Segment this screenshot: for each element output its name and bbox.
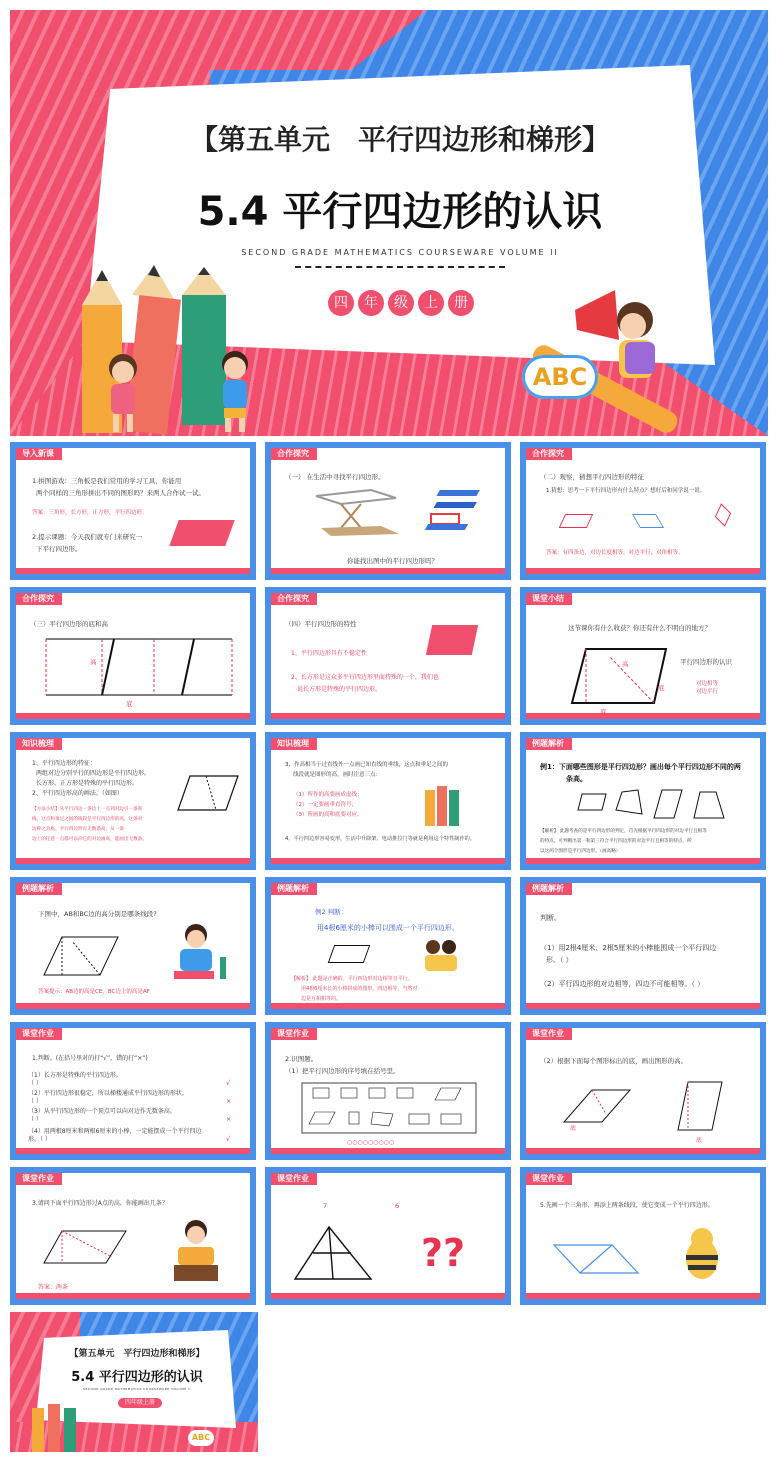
slide-tag: 课堂作业 — [271, 1028, 317, 1040]
height-label: 高 — [622, 660, 629, 668]
slide-card[interactable] — [265, 732, 511, 870]
parallelogram-shape — [426, 625, 478, 655]
slide-text: （1）把平行四边形的序号填在括号里。 — [285, 1067, 400, 1075]
subtitle-en: SECOND GRADE MATHEMATICS COURSEWARE VOLUME II — [241, 248, 559, 257]
slide-card[interactable] — [265, 442, 511, 580]
parallelogram-shape — [169, 520, 234, 546]
grade-char: 册 — [448, 290, 474, 316]
slide-card[interactable] — [265, 877, 511, 1015]
slide-tag: 课堂作业 — [271, 1173, 317, 1185]
slide-text: 线段就是图形的高。画时注意三点： — [293, 772, 382, 778]
slide-text: （ ） — [28, 1098, 42, 1105]
slide-text: （ ） — [28, 1116, 42, 1123]
slide-tag: 合作探究 — [271, 593, 317, 605]
slide-tag: 课堂作业 — [16, 1173, 62, 1185]
slide-text: 用4根6厘米长的小棒拼成的图形，四边相等，当然对 — [301, 986, 418, 992]
slide-tag: 导入新课 — [16, 448, 62, 460]
slide-text: 【方法小结】从平行四边一条边上一点到对边引一条垂 — [32, 807, 143, 812]
slide-tag: 合作探究 — [16, 593, 62, 605]
slide-text: （3）所画的高和底要对应。 — [293, 812, 363, 818]
grade-badges — [328, 290, 478, 318]
base-label: 底 — [696, 1137, 703, 1144]
abc-text: ABC — [532, 363, 588, 391]
slide-text: （一） 在生活中寻找平行四边形。 — [285, 473, 385, 481]
slide-text: 说长方形是特殊的平行四边形。 — [297, 686, 382, 693]
slide-text: 2.识图题。 — [285, 1055, 318, 1063]
closing-unit-title: 【第五单元 平行四边形和梯形】 — [69, 1349, 205, 1359]
slide-text: 5.先画一个三角形，再添上两条线段，使它变成一个平行四边形。 — [540, 1202, 714, 1209]
mini-pencils-illustration — [421, 782, 467, 828]
slide-answer: 答案提示：AB边的高是CE，BC边上的高是AF — [38, 989, 150, 995]
slide-text: （1）用2根4厘米、2根5厘米的小棒能围成一个平行四边 — [540, 944, 717, 952]
slide-card[interactable] — [520, 1167, 766, 1305]
bee-illustration — [676, 1223, 726, 1287]
abc-bubble — [522, 355, 598, 399]
slide-text: （1）长方形是特殊的平行四边形。 — [28, 1072, 122, 1079]
lesson-title: 5.4 平行四边形的认识 — [197, 189, 603, 235]
slide-text: 2.提示课题：今天我们就专门来研究一 — [32, 533, 143, 541]
dashed-divider — [295, 266, 505, 268]
slide-card[interactable] — [10, 1167, 256, 1305]
base-label: 底 — [126, 700, 133, 708]
slide-text: （3）从平行四边形的一个顶点可以向对边作无数条高。 — [28, 1108, 176, 1115]
slide-text: 你能找出图中的平行四边形吗？ — [347, 557, 438, 565]
boy-illustration — [210, 348, 260, 434]
slide-text: 1、平行四边形具有不稳定性 — [291, 650, 367, 657]
closing-lesson-title: 5.4 平行四边形的认识 — [71, 1370, 203, 1385]
slide-card[interactable] — [10, 587, 256, 725]
slide-card[interactable] — [265, 1167, 511, 1305]
slide-text: 1.猜想：思考一下平行四边形有什么特点？想好后和同学说一说。 — [546, 488, 706, 494]
slide-answer: 答案：有四条边，对边长度相等，对边平行，对角相等。 — [546, 550, 684, 556]
example-shapes — [576, 788, 726, 822]
slide-tag: 知识梳理 — [16, 738, 62, 750]
slide-text: 4、平行四边形容易变形，生活中升降架、电动推拉门等就是利用这个特性制作的。 — [285, 836, 476, 842]
door-shapes-illustration — [421, 488, 491, 538]
slide-text: 形。（ ） — [546, 956, 573, 964]
unit-title: 【第五单元 平行四边形和梯形】 — [189, 123, 610, 156]
slide-text: 用4根6厘米的小棒可以围成一个平行四边形。 — [317, 924, 459, 932]
boy-with-book-illustration — [166, 1217, 226, 1283]
slide-text: （2）根据下面每个图形标出的底，画出图形的高。 — [540, 1057, 688, 1065]
slide-text: 两个同样的三角形拼出不同的图形吗？来两人合作试一试。 — [36, 489, 205, 497]
slide-card[interactable] — [10, 877, 256, 1015]
slide-card[interactable] — [10, 1022, 256, 1160]
slide-text: （4）用两根8厘米和两根6厘米的小棒，一定能摆成一个平行四边 — [28, 1128, 202, 1135]
slide-card[interactable] — [520, 587, 766, 725]
slide-text: 2、长方形是这众多平行四边形里面特殊的一个，我们也 — [291, 674, 439, 681]
slide-tag: 例题解析 — [526, 883, 572, 895]
slide-tag: 例题解析 — [271, 883, 317, 895]
slide-card[interactable] — [520, 732, 766, 870]
slide-text: 条高。 — [566, 775, 587, 783]
slide-text: 3.请问下面平行四边形过A点的高，你能画出几条？ — [32, 1200, 168, 1207]
grade-char: 年 — [358, 290, 384, 316]
slide-text: 2、平行四边形高的画法。（如图） — [32, 790, 123, 797]
reading-boy-illustration — [166, 921, 236, 983]
height-diagram — [44, 637, 234, 699]
slide-tag: 例题解析 — [16, 883, 62, 895]
parallelogram-blue — [632, 514, 664, 528]
slide-card[interactable] — [265, 1022, 511, 1160]
slide-text: 例1：下面哪些图形是平行四边形？画出每个平行四边形不同的两 — [540, 763, 741, 771]
height-method-diagram — [176, 774, 242, 814]
slide-text: 判断。 — [540, 914, 561, 922]
closing-subtitle-en: SECOND GRADE MATHEMATICS COURSEWARE VOLUME II — [83, 1387, 191, 1391]
base-label: 底 — [600, 708, 607, 716]
slide-card[interactable] — [520, 442, 766, 580]
slide-card[interactable] — [520, 877, 766, 1015]
slide-text: 1.判断。(在括号里对的打“√”，错的打“×”) — [32, 1055, 148, 1062]
mark: × — [226, 1115, 232, 1123]
slide-text: （2）一定要画垂直符号； — [293, 802, 358, 808]
summary-parallelogram — [570, 645, 670, 709]
triangle-count-diagram — [293, 1225, 373, 1281]
slide-text: （四）平行四边形的特性 — [285, 620, 357, 628]
grade-char: 四 — [328, 290, 354, 316]
slide-text: 以这两个图形是平行四边形。（画高略） — [540, 849, 621, 854]
slide-text: 【解析】 此题考查的是平行四边形的判定，首先根据平行四边形的对边平行且相等 — [540, 829, 707, 834]
slide-text: 两组对边分别平行的四边形是平行四边形。 — [36, 770, 151, 777]
slide-tag: 合作探究 — [526, 448, 572, 460]
slide-text: 1、平行四边形的特征： — [32, 760, 96, 767]
slide-tag: 课堂作业 — [526, 1173, 572, 1185]
slide-text: 的特点。可判断出第一和第三符合平行四边形的对边平行且相等的特点，所 — [540, 839, 692, 844]
slide-text: 3、作高相当于过直线外一点画已知直线的垂线，这点和垂足之间的 — [285, 762, 449, 768]
summary-note: 对边相等 — [696, 681, 719, 687]
slide-text: 边称之为底。平行四边形有无数条高，从一条 — [32, 827, 124, 832]
slide-tag: 知识梳理 — [271, 738, 317, 750]
slide-text: （ ） — [28, 1080, 42, 1087]
slide-text: 线，这点和垂足之间的线段是平行四边形的高，这条对 — [32, 817, 143, 822]
slide-text: 下平行四边形。 — [36, 545, 82, 553]
closing-slide[interactable] — [10, 1312, 258, 1452]
slide-text: 1.拼图游戏：三角板是我们常用的学习工具，你能用 — [32, 477, 182, 485]
mark: × — [226, 1097, 232, 1105]
triangle-to-parallelogram — [552, 1243, 642, 1277]
girl-illustration — [98, 350, 148, 436]
rhombus-red — [715, 503, 731, 526]
parallelogram-a-diagram — [42, 1227, 128, 1267]
lift-rack-illustration — [311, 488, 401, 538]
answer-number: 7 — [323, 1202, 328, 1210]
slide-answer: 答案：三角形，长方形，正方形，平行四边形。 — [32, 510, 148, 516]
shape-recognition-grid — [301, 1082, 477, 1134]
answer-parens: ○○○○○○○○○ — [347, 1139, 395, 1146]
grade-char: 级 — [388, 290, 414, 316]
slide-text: （三）平行四边形的底和高 — [30, 620, 108, 628]
slide-tag: 合作探究 — [271, 448, 317, 460]
slide-card[interactable] — [520, 1022, 766, 1160]
draw-height-diagram-1 — [562, 1086, 632, 1126]
closing-pencils — [28, 1394, 88, 1452]
slide-text: （2）平行四边形很稳定，所以梯楼通成平行四边形的形状。 — [28, 1090, 188, 1097]
summary-note: 对边平行 — [696, 689, 719, 695]
slide-tag: 例题解析 — [526, 738, 572, 750]
summary-title: 平行四边形的认识 — [680, 658, 732, 666]
slide-text: 【解析】 此题是正确的。平行四边形对边相等且平行。 — [291, 976, 413, 982]
parallelogram-outline — [328, 945, 371, 963]
base-label: 底 — [570, 1125, 577, 1132]
question-marks: ?? — [421, 1231, 466, 1275]
slide-card[interactable] — [10, 442, 256, 580]
hero-slide — [10, 10, 768, 436]
slide-text: 形。（ ） — [28, 1136, 51, 1143]
slide-text: 边上的任意一点都可以向它的对边画高，能画出无数条。 — [32, 837, 147, 842]
slide-card[interactable] — [10, 732, 256, 870]
grade-char: 上 — [418, 290, 444, 316]
answer-number: 6 — [395, 1202, 400, 1210]
abc-parallelogram-diagram — [42, 933, 122, 983]
height-label: 高 — [90, 658, 97, 666]
slide-text: 长方形、正方形是特殊的平行四边形。 — [36, 780, 139, 787]
slide-text: （1）所作的高要画成虚线； — [293, 792, 363, 798]
mark: √ — [226, 1079, 231, 1087]
parallelogram-red — [559, 514, 594, 528]
slide-tag: 课堂作业 — [526, 1028, 572, 1040]
base-label: 底 — [658, 684, 665, 692]
closing-grade: 四年级上册 — [118, 1398, 162, 1408]
slide-tag: 课堂作业 — [16, 1028, 62, 1040]
draw-height-diagram-2 — [676, 1080, 726, 1136]
mark: √ — [226, 1135, 231, 1143]
slide-text: 这节课你有什么收获？你还有什么不明白的地方？ — [568, 624, 711, 632]
slide-text: 例2 判断： — [315, 908, 348, 916]
slide-answer: 答案：两条 — [38, 1284, 69, 1291]
slide-tag: 课堂小结 — [526, 593, 572, 605]
slide-card[interactable] — [265, 587, 511, 725]
closing-abc: ABC — [188, 1430, 214, 1446]
slide-text: 下图中，AB和BC边的高分别是哪条线段? — [38, 910, 157, 918]
slide-text: （二）观察，猜想平行四边形的特征 — [540, 473, 644, 481]
slide-text: （2）平行四边形的对边相等，四边不可能相等。（ ） — [540, 980, 705, 988]
slide-text: 边是互相相等的。 — [301, 996, 342, 1002]
kids-illustration — [421, 937, 461, 973]
